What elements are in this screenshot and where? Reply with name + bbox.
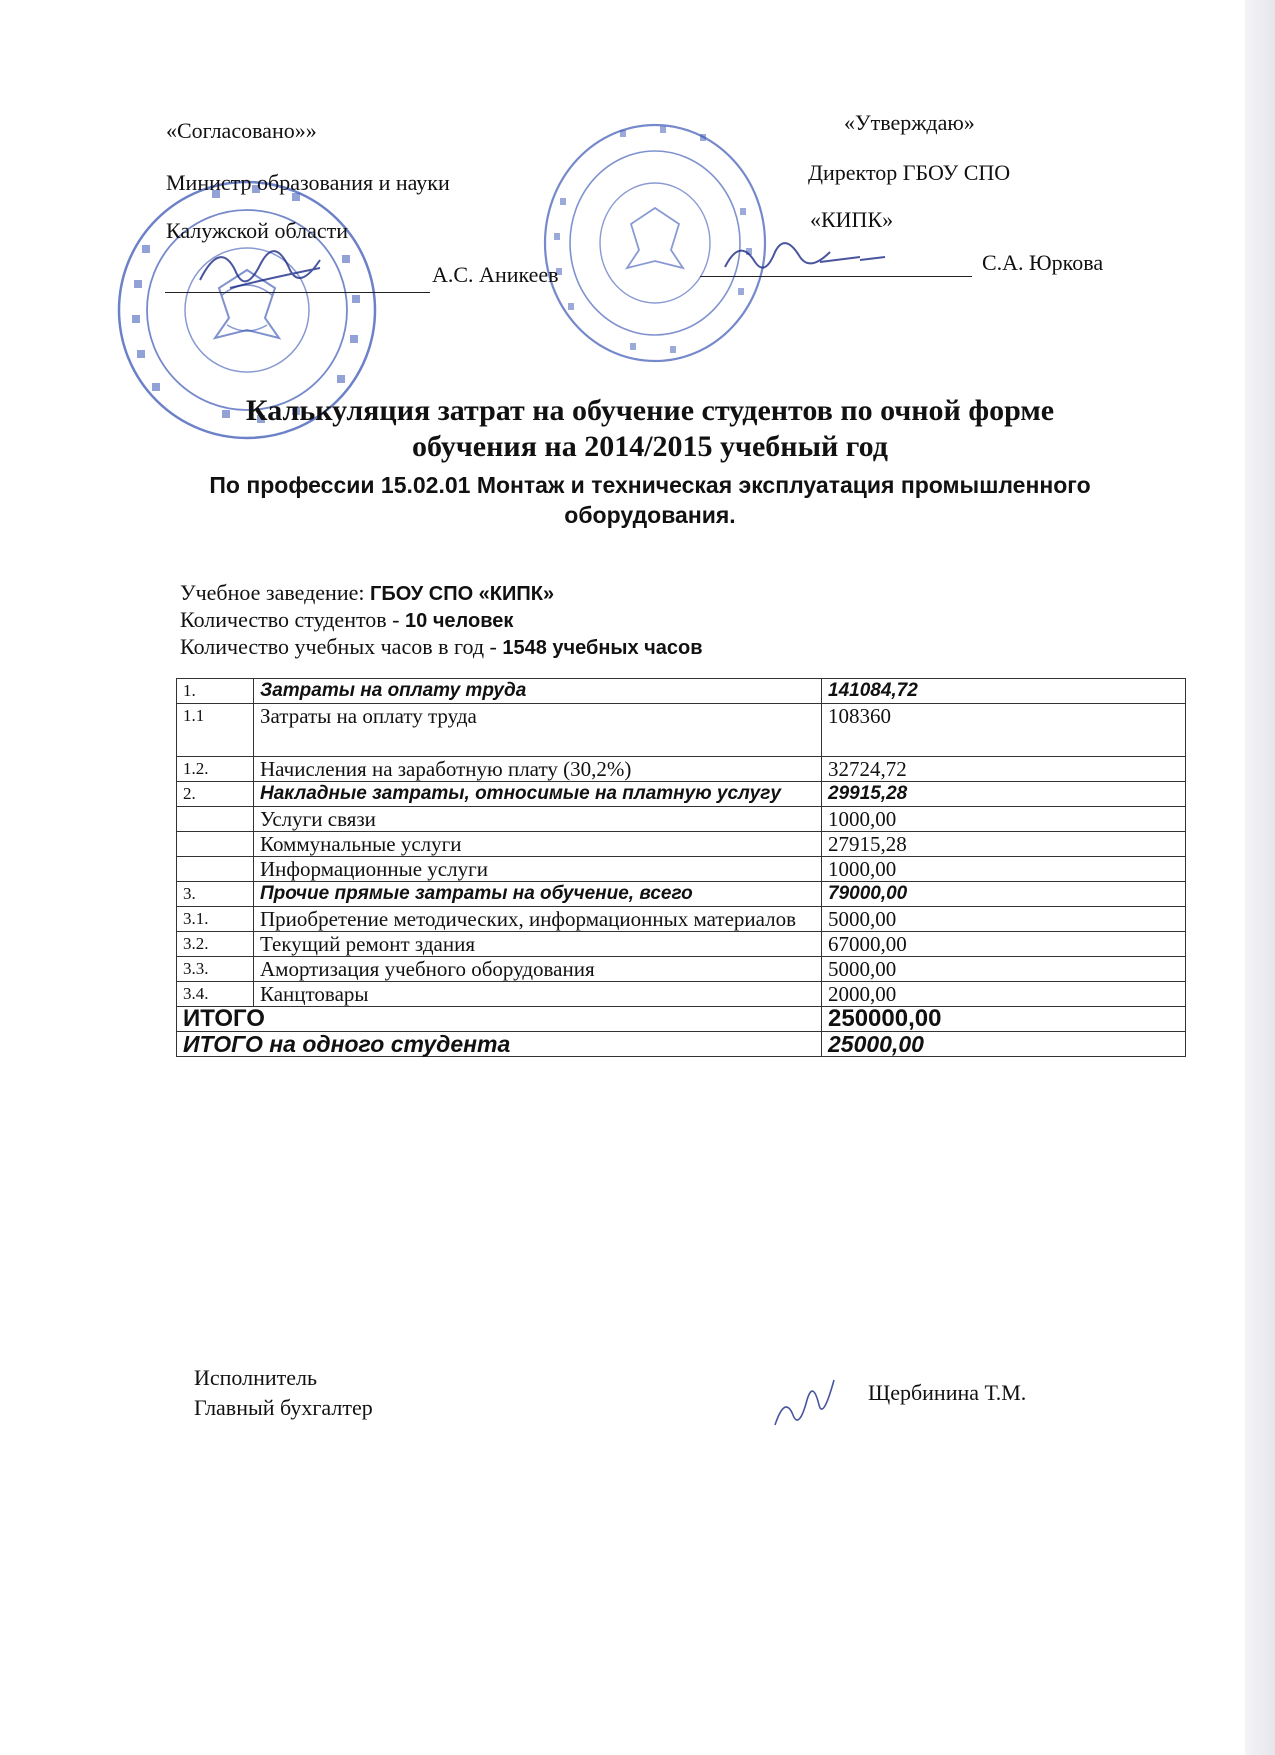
document-title [150,393,1150,465]
row-number [177,832,254,857]
hours-value: 1548 учебных часов [502,637,703,659]
row-number: 3.1. [177,907,254,932]
total-value: 250000,00 [822,1007,1186,1032]
page-edge-shadow [1245,0,1275,1755]
document-subtitle [150,470,1150,530]
row-name: Затраты на оплату труда [254,704,822,757]
row-value: 79000,00 [822,882,1186,907]
agreed-heading: «Согласовано»» [166,118,317,143]
left-position-line1: Министр образования и науки [166,170,450,195]
row-value: 67000,00 [822,932,1186,957]
executor-name: Щербинина Т.М. [868,1380,1027,1405]
info-block [180,580,703,661]
table-row [177,982,1186,1007]
row-name: Прочие прямые затраты на обучение, всего [254,882,822,907]
footer-signature-scribble [770,1375,840,1435]
row-name: Коммунальные услуги [254,832,822,857]
executor-label: Исполнитель [194,1365,318,1390]
row-value: 27915,28 [822,832,1186,857]
row-value: 5000,00 [822,957,1186,982]
table-row [177,679,1186,704]
total-label: ИТОГО [177,1007,822,1032]
right-position-line1: Директор ГБОУ СПО [808,160,1011,185]
row-number: 3. [177,882,254,907]
table-row [177,882,1186,907]
row-value: 32724,72 [822,757,1186,782]
row-number: 1.2. [177,757,254,782]
title-line1: Калькуляция затрат на обучение студентов по очной форме [245,394,1055,427]
row-number: 1. [177,679,254,704]
row-number: 3.3. [177,957,254,982]
row-value: 1000,00 [822,857,1186,882]
row-name: Текущий ремонт здания [254,932,822,957]
table-row [177,907,1186,932]
row-name: Накладные затраты, относимые на платную услугу [254,782,822,807]
right-position-line2: «КИПК» [810,207,894,232]
table-row [177,932,1186,957]
row-name: Информационные услуги [254,857,822,882]
row-name: Амортизация учебного оборудования [254,957,822,982]
row-number: 1.1 [177,704,254,757]
right-signature-scribble [720,232,890,282]
students-line: Количество студентов - 10 человек [180,607,514,632]
cost-table [176,678,1186,1057]
per-student-row [177,1032,1186,1057]
hours-line: Количество учебных часов в год - 1548 учебных часов [180,634,703,659]
row-name: Приобретение методических, информационных материалов [254,907,822,932]
row-value: 108360 [822,704,1186,757]
row-value: 29915,28 [822,782,1186,807]
cost-table-body [177,679,1186,1057]
row-value: 2000,00 [822,982,1186,1007]
total-row [177,1007,1186,1032]
left-signer-name: А.С. Аникеев [432,262,559,287]
per-student-label: ИТОГО на одного студента [177,1032,822,1057]
students-value: 10 человек [405,610,514,632]
table-row [177,807,1186,832]
per-student-value: 25000,00 [822,1032,1186,1057]
table-row [177,832,1186,857]
table-row [177,757,1186,782]
table-row [177,857,1186,882]
subtitle-line1: По профессии 15.02.01 Монтаж и техническая эксплуатация промышленного [209,472,1091,498]
title-line2: обучения на 2014/2015 учебный год [412,430,888,463]
row-number: 2. [177,782,254,807]
approve-heading: «Утверждаю» [844,110,975,135]
row-name: Канцтовары [254,982,822,1007]
table-row [177,957,1186,982]
row-number [177,807,254,832]
left-position-line2: Калужской области [166,218,348,243]
right-signer-name: С.А. Юркова [982,250,1104,275]
row-value: 141084,72 [822,679,1186,704]
row-name: Услуги связи [254,807,822,832]
row-name: Затраты на оплату труда [254,679,822,704]
institution-value: ГБОУ СПО «КИПК» [369,583,555,605]
row-number: 3.2. [177,932,254,957]
institution-line: Учебное заведение: ГБОУ СПО «КИПК» [180,580,555,605]
row-value: 1000,00 [822,807,1186,832]
table-row [177,704,1186,757]
table-row [177,782,1186,807]
row-number: 3.4. [177,982,254,1007]
row-number [177,857,254,882]
executor-role: Главный бухгалтер [194,1395,373,1420]
left-signature-scribble [190,240,340,300]
row-value: 5000,00 [822,907,1186,932]
subtitle-line2: оборудования. [564,502,736,528]
row-name: Начисления на заработную плату (30,2%) [254,757,822,782]
